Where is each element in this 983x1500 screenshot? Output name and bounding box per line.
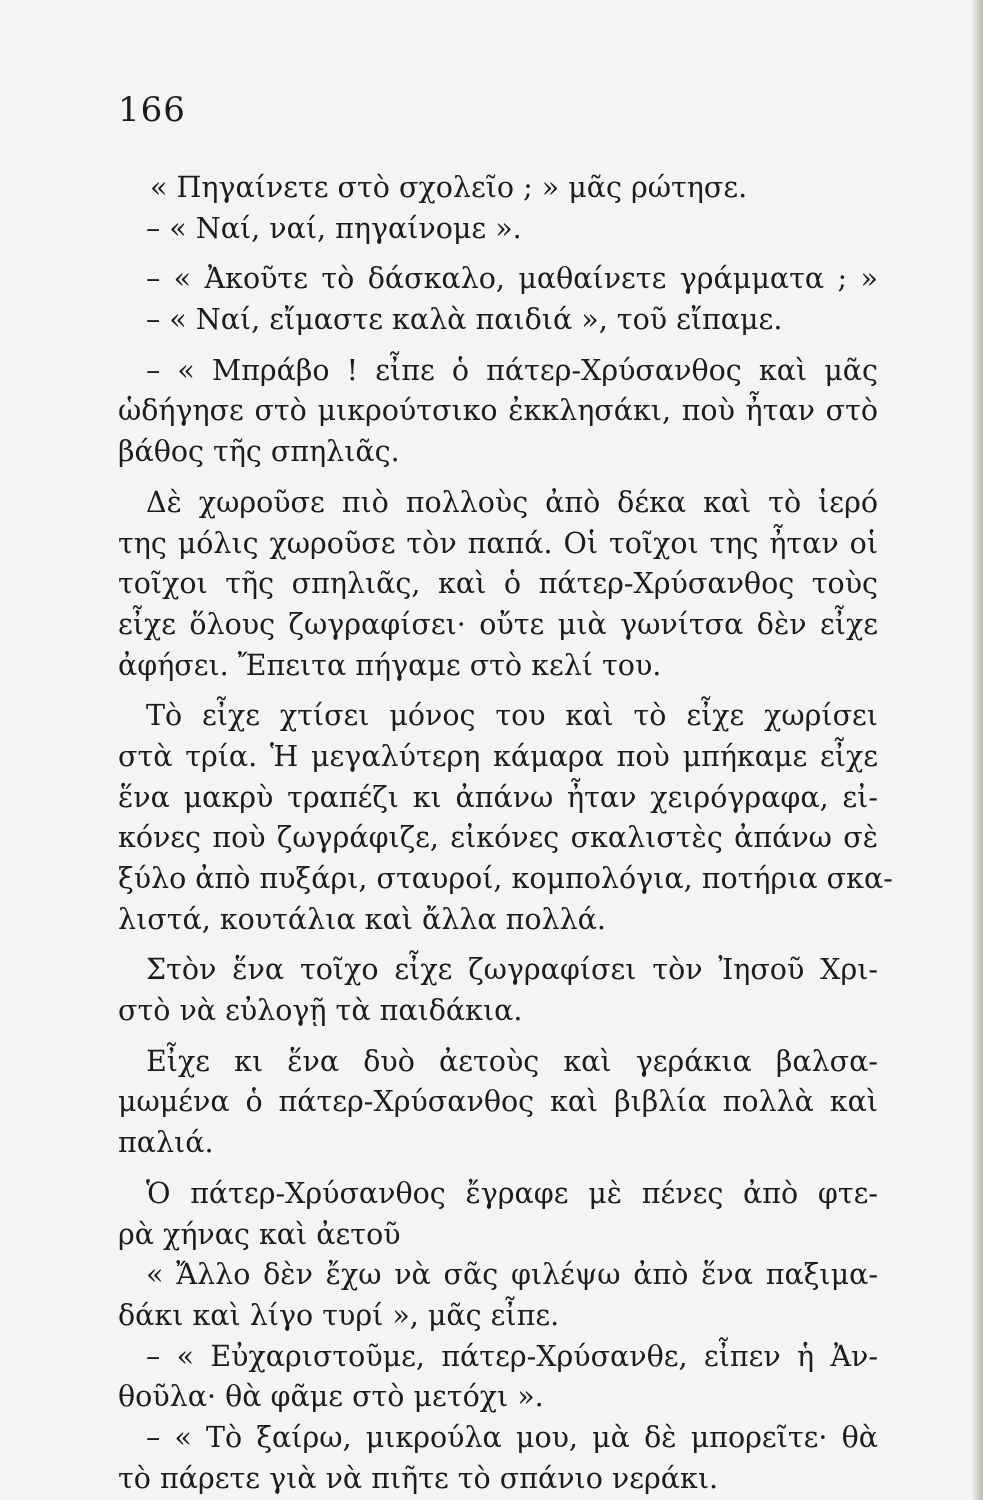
text-line: δάκι καὶ λίγο τυρί », μᾶς εἶπε. <box>118 1298 560 1332</box>
text-line: Τὸ εἶχε χτίσει μόνος του καὶ τὸ εἶχε χωρίσει <box>146 699 878 733</box>
text-line: εἶχε ὅλους ζωγραφίσει· οὔτε μιὰ γωνίτσα δὲν εἶχε <box>118 607 878 641</box>
text-line: « Πηγαίνετε στὸ σχολεῖο ; » μᾶς ρώτησε. <box>150 171 748 204</box>
page-binding-shadow <box>971 0 983 1500</box>
text-line: τοῖχοι τῆς σπηλιᾶς, καὶ ὁ πάτερ-Χρύσανθος τοὺς <box>118 567 878 601</box>
text-line: στὸ νὰ εὐλογῇ τὰ παιδάκια. <box>118 994 523 1028</box>
page-number: 166 <box>118 90 186 130</box>
text-line: βάθος τῆς σπηλιᾶς. <box>118 435 400 469</box>
text-line: – « Ἀκοῦτε τὸ δάσκαλο, μαθαίνετε γράμματα ; » <box>146 262 878 296</box>
text-line: ἀφήσει. Ἔπειτα πήγαμε στὸ κελί του. <box>118 648 662 682</box>
text-line: τὸ πάρετε γιὰ νὰ πιῆτε τὸ σπάνιο νεράκι. <box>118 1461 719 1495</box>
text-line: – « Ναί, εἴμαστε καλὰ παιδιά », τοῦ εἴπαμε. <box>146 303 783 337</box>
text-line: ὡδήγησε στὸ μικρούτσικο ἐκκλησάκι, ποὺ ἦταν στὸ <box>118 394 878 428</box>
text-line: – « Τὸ ξαίρω, μικρούλα μου, μὰ δὲ μπορεῖτε· θὰ <box>146 1420 878 1454</box>
text-line: μωμένα ὁ πάτερ-Χρύσανθος καὶ βιβλία πολλὰ καὶ <box>118 1085 878 1119</box>
text-line: Ὁ πάτερ-Χρύσανθος ἔγραφε μὲ πένες ἀπὸ φτε- <box>146 1176 878 1210</box>
text-line: ἕνα μακρὺ τραπέζι κι ἀπάνω ἦταν χειρόγραφα, εἰ- <box>118 780 878 814</box>
text-line: – « Μπράβο ! εἶπε ὁ πάτερ-Χρύσανθος καὶ μᾶς <box>146 353 878 387</box>
text-line: Εἶχε κι ἕνα δυὸ ἀετοὺς καὶ γεράκια βαλσα- <box>146 1044 878 1078</box>
text-line: θοῦλα· θὰ φᾶμε στὸ μετόχι ». <box>118 1380 544 1414</box>
text-line: στὰ τρία. Ἡ μεγαλύτερη κάμαρα ποὺ μπήκαμε εἶχε <box>118 739 878 773</box>
text-line: ρὰ χήνας καὶ ἀετοῦ <box>118 1217 401 1251</box>
text-line: της μόλις χωροῦσε τὸν παπά. Οἱ τοῖχοι της ἦταν οἱ <box>118 526 878 560</box>
text-line: – « Εὐχαριστοῦμε, πάτερ-Χρύσανθε, εἶπεν ἡ Ἀν- <box>146 1339 878 1373</box>
text-line: ξύλο ἀπὸ πυξάρι, σταυροί, κομπολόγια, ποτήρια σκα- <box>118 862 893 895</box>
text-line: παλιά. <box>118 1126 214 1160</box>
text-line: λιστά, κουτάλια καὶ ἄλλα πολλά. <box>118 902 606 936</box>
text-line: « Ἄλλο δὲν ἔχω νὰ σᾶς φιλέψω ἀπὸ ἕνα παξιμα- <box>146 1258 878 1292</box>
body-text <box>118 168 893 1499</box>
text-line: Δὲ χωροῦσε πιὸ πολλοὺς ἀπὸ δέκα καὶ τὸ ἱερό <box>146 485 878 519</box>
text-line: κόνες ποὺ ζωγράφιζε, εἰκόνες σκαλιστὲς ἀπάνω σὲ <box>118 821 878 855</box>
text-line: – « Ναί, ναί, πηγαίνομε ». <box>146 211 522 245</box>
text-line: Στὸν ἕνα τοῖχο εἶχε ζωγραφίσει τὸν Ἰησοῦ Χρι- <box>146 953 878 987</box>
